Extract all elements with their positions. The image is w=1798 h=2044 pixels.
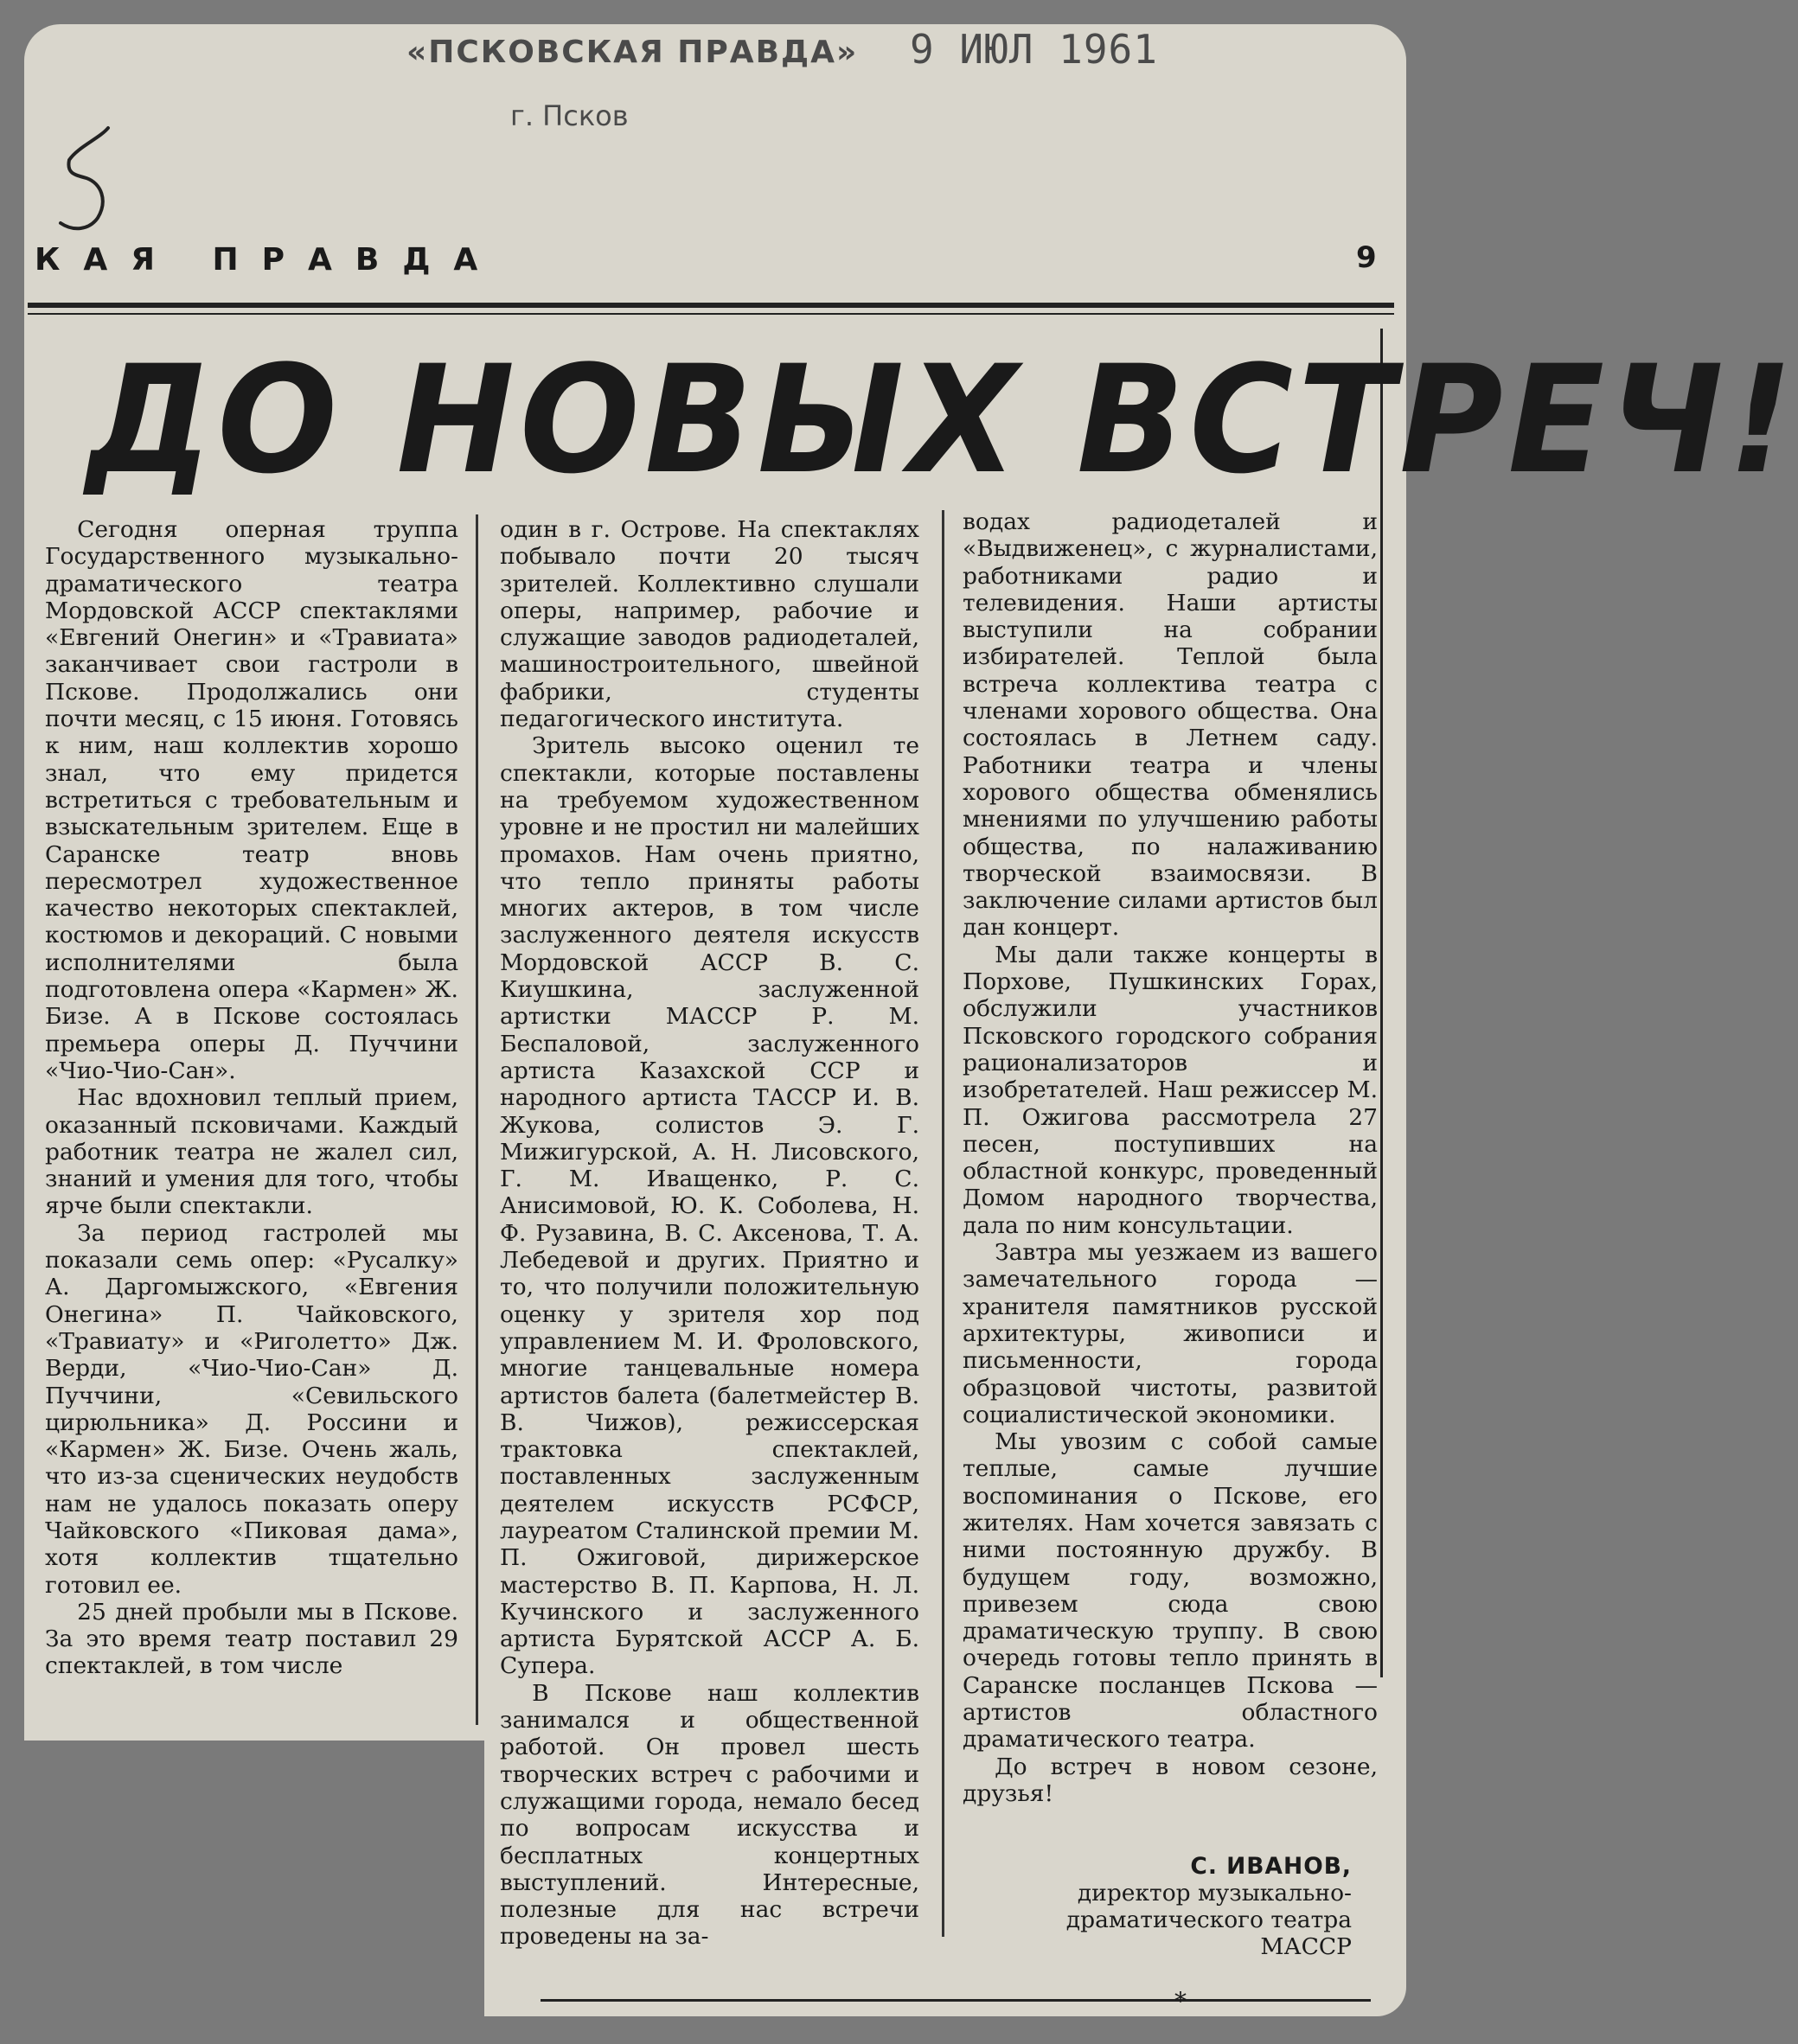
author-title-line: директор музыкально- bbox=[1077, 1880, 1352, 1907]
paragraph: 25 дней пробыли мы в Пскове. За это время театр поставил 29 спектаклей, в том числе bbox=[45, 1598, 458, 1680]
right-border-rule bbox=[1380, 329, 1383, 1677]
handwritten-page-mark bbox=[48, 121, 125, 242]
column-divider bbox=[942, 510, 944, 1937]
paragraph: Завтра мы уезжаем из вашего замечательного города — хранителя памятников русской архитектуры, живописи и письменности, города образцовой чистоты, развитой социалистической экономики. bbox=[963, 1239, 1378, 1428]
column-divider bbox=[476, 514, 478, 1725]
masthead: КАЯ ПРАВДА bbox=[35, 242, 502, 278]
top-rule-thin bbox=[28, 313, 1394, 315]
author-signature bbox=[963, 1853, 1352, 1960]
newspaper-stamp: «ПСКОВСКАЯ ПРАВДА» bbox=[406, 35, 859, 70]
paragraph: Зритель высоко оценил те спектакли, которые поставлены на требуемом художественном уровне и не простил ни малейших промахов. Нам очень приятно, что тепло приняты работы многих актеров, в том числе заслуженного деятеля искусств Мордовской АССР В. С. Киушкина, заслуженной артистки МАССР Р. М. Беспаловой, заслуженного артиста Казахской ССР и народного артиста ТАССР И. В. Жукова, солистов Э. Г. Мижигурской, А. Н. Лисовского, Г. М. Иващенко, Р. С. Анисимовой, Ю. К. Соболева, Н. Ф. Рузавина, В. С. Аксенова, Т. А. Лебедевой и других. Приятно и то, что получили положительную оценку у зрителя хор под управлением М. И. Фроловского, многие танцевальные номера артистов балета (балетмейстер В. В. Чижов), режиссерская трактовка спектаклей, поставленных заслуженным деятелем искусств РСФСР, лауреатом Сталинской премии М. П. Ожиговой, дирижерское мастерство В. П. Карпова, Н. Л. Кучинского и заслуженного артиста Бурятской АССР А. Б. Супера. bbox=[500, 732, 919, 1680]
article-column-2 bbox=[500, 516, 919, 1951]
paragraph: За период гастролей мы показали семь опер: «Русалку» А. Даргомыжского, «Евгения Онегина» П. Чайковского, «Травиату» и «Риголетто» Дж. Верди, «Чио-Чио-Сан» Д. Пуччини, «Севильского цирюльника» Д. Россини и «Кармен» Ж. Бизе. Очень жаль, что из-за сценических неудобств нам не удалось показать оперу Чайковского «Пиковая дама», хотя коллектив тщательно готовил ее. bbox=[45, 1219, 458, 1599]
paragraph: Нас вдохновил теплый прием, оказанный псковичами. Каждый работник театра не жалел сил, знаний и умения для того, чтобы ярче были спектакли. bbox=[45, 1084, 458, 1220]
paragraph: До встреч в новом сезоне, друзья! bbox=[963, 1753, 1378, 1807]
paragraph: В Пскове наш коллектив занимался и общественной работой. Он провел шесть творческих встреч с рабочими и служащими города, немало бесед по вопросам искусства и бесплатных концертных выступлений. Интересные, полезные для нас встречи проведены на за- bbox=[500, 1679, 919, 1951]
paragraph: один в г. Острове. На спектаклях побывало почти 20 тысяч зрителей. Коллективно слушали оперы, например, рабочие и служащие заводов радиодеталей, машиностроительного, швейной фабрики, студенты педагогического института. bbox=[500, 516, 919, 733]
paragraph: водах радиодеталей и «Выдвиженец», с журналистами, работниками радио и телевидения. Наши артисты выступили на собрании избирателей. Теплой была встреча коллектива театра с членами хорового общества. Она состоялась в Летнем саду. Работники театра и члены хорового общества обменялись мнениями по улучшению работы общества, по налаживанию творческой взаимосвязи. В заключение силами артистов был дан концерт. bbox=[963, 508, 1378, 942]
author-title-line: МАССР bbox=[1260, 1933, 1352, 1960]
paragraph: Мы дали также концерты в Порхове, Пушкинских Горах, обслужили участников Псковского городского собрания рационализаторов и изобретателей. Наш режиссер М. П. Ожигова рассмотрела 27 песен, поступивших на областной конкурс, проведенный Домом народного творчества, дала по ним консультации. bbox=[963, 941, 1378, 1239]
bottom-rule bbox=[541, 1999, 1371, 2002]
article-column-3 bbox=[963, 508, 1378, 1807]
paragraph: Сегодня оперная труппа Государственного музыкально-драматического театра Мордовской АССР спектаклями «Евгений Онегин» и «Травиата» заканчивает свои гастроли в Пскове. Продолжались они почти месяц, с 15 июня. Готовясь к ним, наш коллектив хорошо знал, что ему придется встретиться с требовательным и взыскательным зрителем. Еще в Саранске театр вновь пересмотрел художественное качество некоторых спектаклей, костюмов и декораций. С новыми исполнителями была подготовлена опера «Кармен» Ж. Бизе. А в Пскове состоялась премьера оперы Д. Пуччини «Чио-Чио-Сан». bbox=[45, 516, 458, 1084]
page-number: 9 bbox=[1356, 240, 1377, 275]
city-stamp: г. Псков bbox=[510, 99, 629, 132]
date-stamp: 9 ИЮЛ 1961 bbox=[910, 26, 1158, 73]
article-column-1 bbox=[45, 516, 458, 1680]
headline: ДО НОВЫХ ВСТРЕЧ! bbox=[86, 333, 1798, 507]
top-rule bbox=[28, 303, 1394, 308]
asterisk-ornament: * bbox=[1174, 1987, 1187, 2015]
paragraph: Мы увозим с собой самые теплые, самые лучшие воспоминания о Пскове, его жителях. Нам хочется завязать с ними постоянную дружбу. В будущем году, возможно, привезем сюда свою драматическую труппу. В свою очередь готовы тепло принять в Саранске посланцев Пскова — артистов областного драматического театра. bbox=[963, 1428, 1378, 1753]
author-name: С. ИВАНОВ, bbox=[1190, 1853, 1352, 1880]
author-title-line: драматического театра bbox=[1065, 1907, 1352, 1933]
